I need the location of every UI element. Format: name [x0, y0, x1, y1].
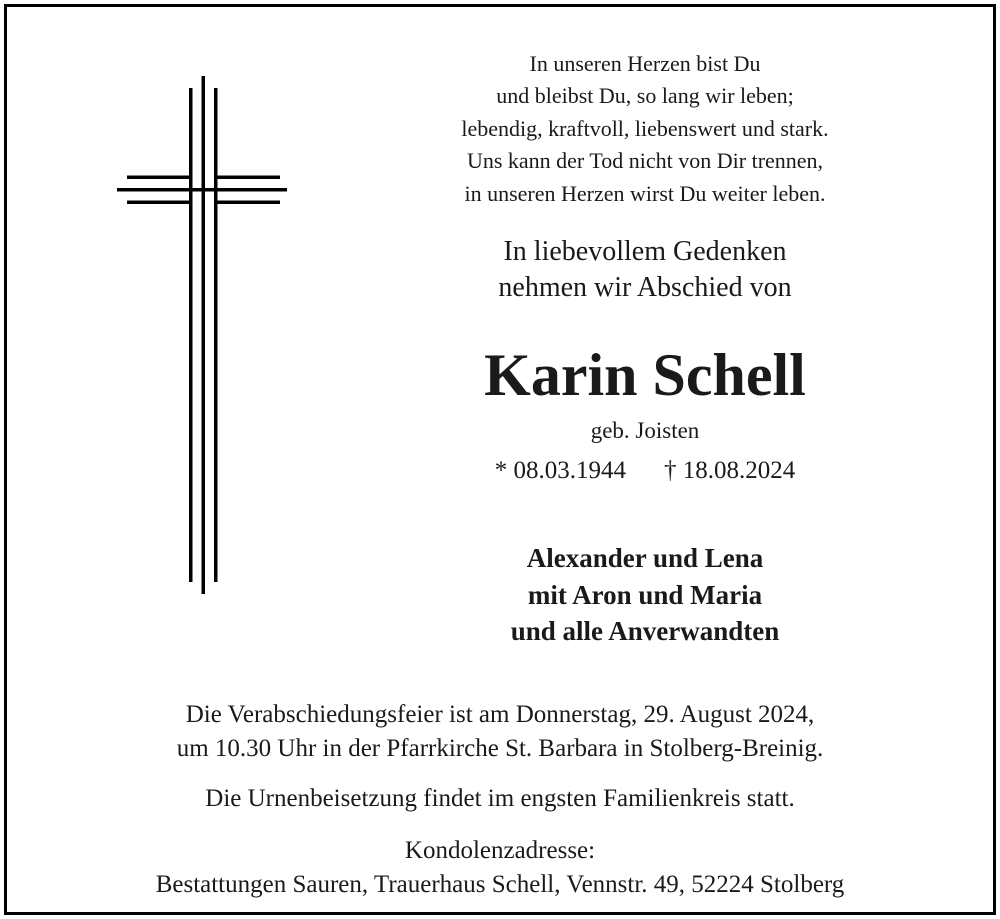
remembrance-intro [345, 234, 945, 306]
mourner-line: Alexander und Lena [526, 543, 764, 573]
poem-line: in unseren Herzen wirst Du weiter leben. [464, 180, 826, 206]
maiden-name: geb. Joisten [590, 418, 700, 443]
condolence-label: Kondolenzadresse: [404, 837, 596, 864]
ceremony-info [0, 698, 1000, 766]
deceased-name: Karin Schell [484, 342, 806, 408]
mourner-line: und alle Anverwandten [510, 616, 780, 646]
ceremony-line: Die Verabschiedungsfeier ist am Donnerstag, 29. August 2024, [185, 701, 815, 728]
death-date: † 18.08.2024 [664, 457, 796, 484]
condolence-address-line: Bestattungen Sauren, Trauerhaus Schell, Vennstr. 49, 52224 Stolberg [155, 871, 845, 898]
poem-line: lebendig, kraftvoll, liebenswert und stark. [461, 115, 829, 141]
poem-line: und bleibst Du, so lang wir leben; [496, 83, 794, 109]
urn-burial-info: Die Urnenbeisetzung findet im engsten Familienkreis statt. [205, 785, 795, 812]
birth-date: * 08.03.1944 [494, 457, 626, 484]
poem-line: In unseren Herzen bist Du [529, 51, 761, 76]
mourners [345, 540, 945, 650]
intro-line: In liebevollem Gedenken [503, 236, 787, 267]
life-dates [345, 453, 945, 489]
condolence-address [0, 834, 1000, 902]
poem [345, 48, 945, 210]
poem-line: Uns kann der Tod nicht von Dir trennen, [466, 148, 824, 174]
intro-line: nehmen wir Abschied von [498, 272, 792, 303]
mourner-line: mit Aron und Maria [527, 579, 763, 610]
ceremony-line: um 10.30 Uhr in der Pfarrkirche St. Barbara in Stolberg-Breinig. [176, 735, 824, 762]
